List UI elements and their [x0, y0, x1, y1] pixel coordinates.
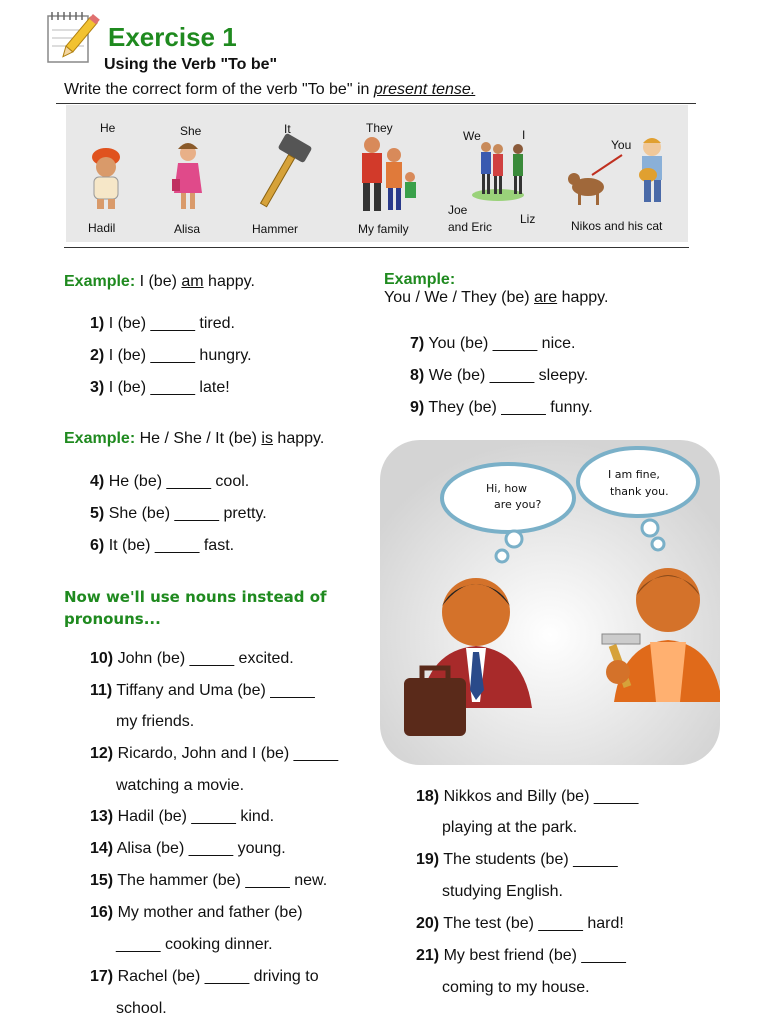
group-figure [472, 142, 524, 201]
exercise-item: 9) They (be) _____ funny. [410, 399, 593, 416]
exercise-item: 20) The test (be) _____ hard! [416, 915, 624, 932]
pronoun-we: We [463, 129, 481, 143]
pronoun-he: He [100, 121, 116, 135]
name-joe: Joe [448, 203, 468, 217]
exercise-item: 11) Tiffany and Uma (be) _____ [90, 682, 315, 699]
exercise-item: 3) I (be) _____ late! [90, 379, 230, 396]
exercise-item-continued: school. [116, 1000, 167, 1017]
exercise-item: 1) I (be) _____ tired. [90, 315, 235, 332]
instruction-text: Write the correct form of the verb "To be" in [64, 81, 374, 98]
exercise-item: 15) The hammer (be) _____ new. [90, 872, 328, 889]
exercise-item-continued: watching a movie. [116, 777, 245, 794]
exercise-item: 17) Rachel (be) _____ driving to [90, 968, 319, 985]
example-label: Example: [384, 271, 456, 288]
pronoun-banner [66, 105, 688, 242]
exercise-item: 2) I (be) _____ hungry. [90, 347, 252, 364]
page-title: Exercise 1 [108, 22, 237, 52]
example-answer: is [261, 430, 273, 447]
instruction-emphasis: present tense. [373, 81, 476, 98]
pronoun-she: She [180, 124, 202, 138]
divider-bottom [64, 247, 689, 248]
exercise-item: 12) Ricardo, John and I (be) _____ [90, 745, 339, 762]
bubble-right-line2: thank you. [610, 485, 669, 498]
name-and-eric: and Eric [448, 220, 493, 234]
girl-figure [172, 143, 202, 209]
family-figure [362, 137, 416, 211]
pronoun-it: It [284, 122, 291, 136]
bubble-left-line1: Hi, how [486, 482, 528, 495]
page-subtitle: Using the Verb "To be" [104, 56, 278, 73]
exercise-item: 18) Nikkos and Billy (be) _____ [416, 788, 639, 805]
name-nikos-and-cat: Nikos and his cat [571, 219, 663, 233]
boy-figure [92, 148, 120, 209]
bubble-left-line2: are you? [494, 498, 542, 511]
exercise-item-continued: studying English. [442, 883, 563, 900]
example-answer: are [534, 289, 558, 306]
exercise-item: 8) We (be) _____ sleepy. [410, 367, 589, 384]
exercise-item: 21) My best friend (be) _____ [416, 947, 626, 964]
exercise-item: 16) My mother and father (be) [90, 904, 303, 921]
exercise-item-continued: playing at the park. [442, 819, 578, 836]
exercise-item: 7) You (be) _____ nice. [410, 335, 576, 352]
name-liz: Liz [520, 212, 536, 226]
exercise-item: 14) Alisa (be) _____ young. [90, 840, 286, 857]
exercise-item: 5) She (be) _____ pretty. [90, 505, 267, 522]
exercise-item-continued: _____ cooking dinner. [116, 936, 273, 953]
exercise-item-continued: my friends. [116, 713, 195, 730]
name-hadil: Hadil [88, 221, 116, 235]
exercise-item-continued: coming to my house. [442, 979, 590, 996]
exercise-item: 4) He (be) _____ cool. [90, 473, 250, 490]
name-hammer: Hammer [252, 222, 299, 236]
exercise-item: 13) Hadil (be) _____ kind. [90, 808, 275, 825]
example-label: Example: [64, 273, 136, 290]
example-i: Example: I (be) am happy. [64, 273, 255, 290]
name-my-family: My family [358, 222, 409, 236]
instruction [64, 81, 475, 99]
exercise-item: 10) John (be) _____ excited. [90, 650, 294, 667]
example-label: Example: [64, 430, 136, 447]
name-alisa: Alisa [174, 222, 201, 236]
pronoun-i: I [522, 128, 526, 142]
nouns-note: Now we'll use nouns instead of pronouns... [64, 588, 327, 628]
pencil-notepad-icon [44, 8, 104, 66]
pronoun-you: You [611, 138, 632, 152]
example-he-she-it: Example: He / She / It (be) is happy. [64, 430, 325, 447]
exercise-item: 6) It (be) _____ fast. [90, 537, 235, 554]
example-answer: am [181, 273, 204, 290]
pronoun-they: They [366, 121, 393, 135]
example-you-we-they: Example: You / We / They (be) are happy. [384, 271, 609, 306]
exercise-item: 19) The students (be) _____ [416, 851, 618, 868]
hammer-figure [261, 133, 313, 207]
bubble-right-line1: I am fine, [608, 468, 660, 481]
divider-top [56, 103, 696, 104]
conversation-illustration [380, 440, 720, 765]
